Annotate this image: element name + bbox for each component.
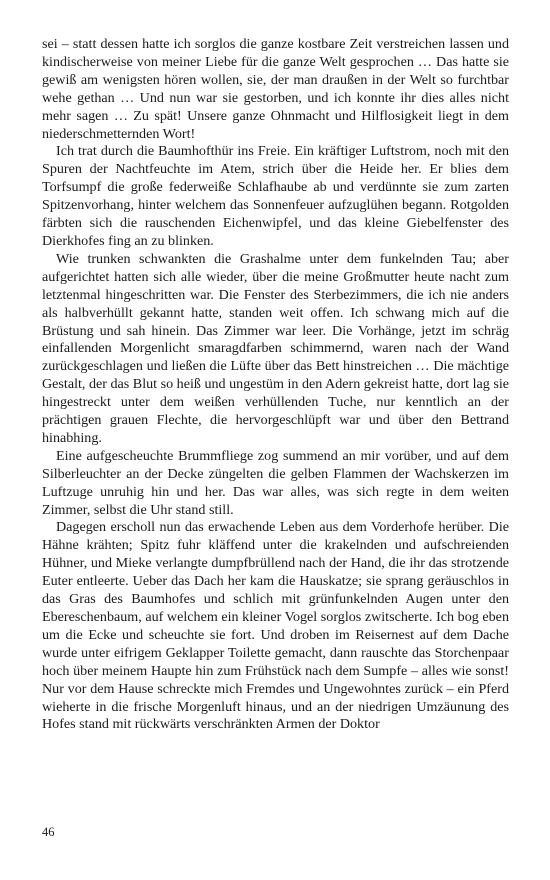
paragraph-continuation: sei – statt dessen hatte ich sorglos die ganze kostbare Zeit verstreichen lassen und kindischerweise von meiner Liebe für die ganze Welt gesprochen … Das hatte sie gewiß am wenigsten hören wollen, sie, der man draußen in der Welt so furchtbar wehe gethan … Und nun war sie gestorben, und ich konnte ihr dies alles nicht mehr sagen … Zu spät! Unsere ganze Ohnmacht und Hilflosigkeit liegt in dem niederschmetternden Wort! bbox=[42, 36, 509, 142]
paragraph: Ich trat durch die Baumhofthür ins Freie. Ein kräftiger Luftstrom, noch mit den Spuren der Nachtfeuchte im Atem, strich über die Heide her. Er blies dem Torfsumpf die große federweiße Schlafhaube ab und verdünnte sie zum zarten Spitzenvorhang, hinter welchem das Sonnenfeuer aufzuglühen begann. Rotgolden färbten sich die rauschenden Eichenwipfel, und das kleine Giebelfenster des Dierkhofes fing an zu blinken. bbox=[42, 143, 509, 249]
paragraph: Wie trunken schwankten die Grashalme unter dem funkelnden Tau; aber aufgerichtet hatten sich alle wieder, über die meine Großmutter heute nacht zum letztenmal hingeschritten war. Die Fenster des Sterbezimmers, die ich nie anders als halbverhüllt gekannt hatte, standen weit offen. Ich schwang mich auf die Brüstung und sah hinein. Das Zimmer war leer. Die Vorhänge, jetzt im schräg einfallenden Morgenlicht smaragdfarben schimmernd, waren nach der Wand zurückgeschlagen und ließen die Lüfte über das Bett hinstreichen … Die mächtige Gestalt, der das Blut so heiß und ungestüm in den Adern gekreist hatte, dort lag sie hingestreckt unter dem weißen verhüllenden Tuche, nur kenntlich an der prächtigen grauen Flechte, die hervorgeschlüpft war und über den Bettrand hinabhing. bbox=[42, 250, 509, 446]
page-number: 46 bbox=[42, 825, 55, 839]
paragraph: Dagegen erscholl nun das erwachende Leben aus dem Vorderhofe herüber. Die Hähne krähten; Spitz fuhr kläffend unter die krakelnden und aufschreienden Hühner, und Mieke verlangte dumpfbrüllend nach der Hand, die ihr das strotzende Euter entleerte. Ueber das Dach her kam die Hauskatze; sie sprang geräuschlos in das Gras des Baumhofes und schlich mit grünfunkelnden Augen unter den Ebereschenbaum, auf welchem ein kleiner Vogel sorglos zwitscherte. Ich bog eben um die Ecke und scheuchte sie fort. Und droben im Reisernest auf dem Dache wurde unter eifrigem Geklapper Toilette gemacht, dann rauschte das Storchenpaar hoch über meinem Haupte hin zum Frühstück nach dem Sumpfe – alles wie sonst! Nur vor dem Hause schreckte mich Fremdes und Ungewohntes zurück – ein Pferd wieherte in die frische Morgenluft hinaus, und an der niedrigen Umzäunung des Hofes stand mit rückwärts verschränkten Armen der Doktor bbox=[42, 519, 509, 733]
paragraph: Eine aufgescheuchte Brummfliege zog summend an mir vorüber, und auf dem Silberleuchter an der Decke züngelten die gelben Flammen der Wachskerzen im Luftzuge unruhig hin und her. Das war alles, was sich regte in dem weiten Zimmer, selbst die Uhr stand still. bbox=[42, 447, 509, 518]
book-page-text bbox=[42, 36, 509, 734]
